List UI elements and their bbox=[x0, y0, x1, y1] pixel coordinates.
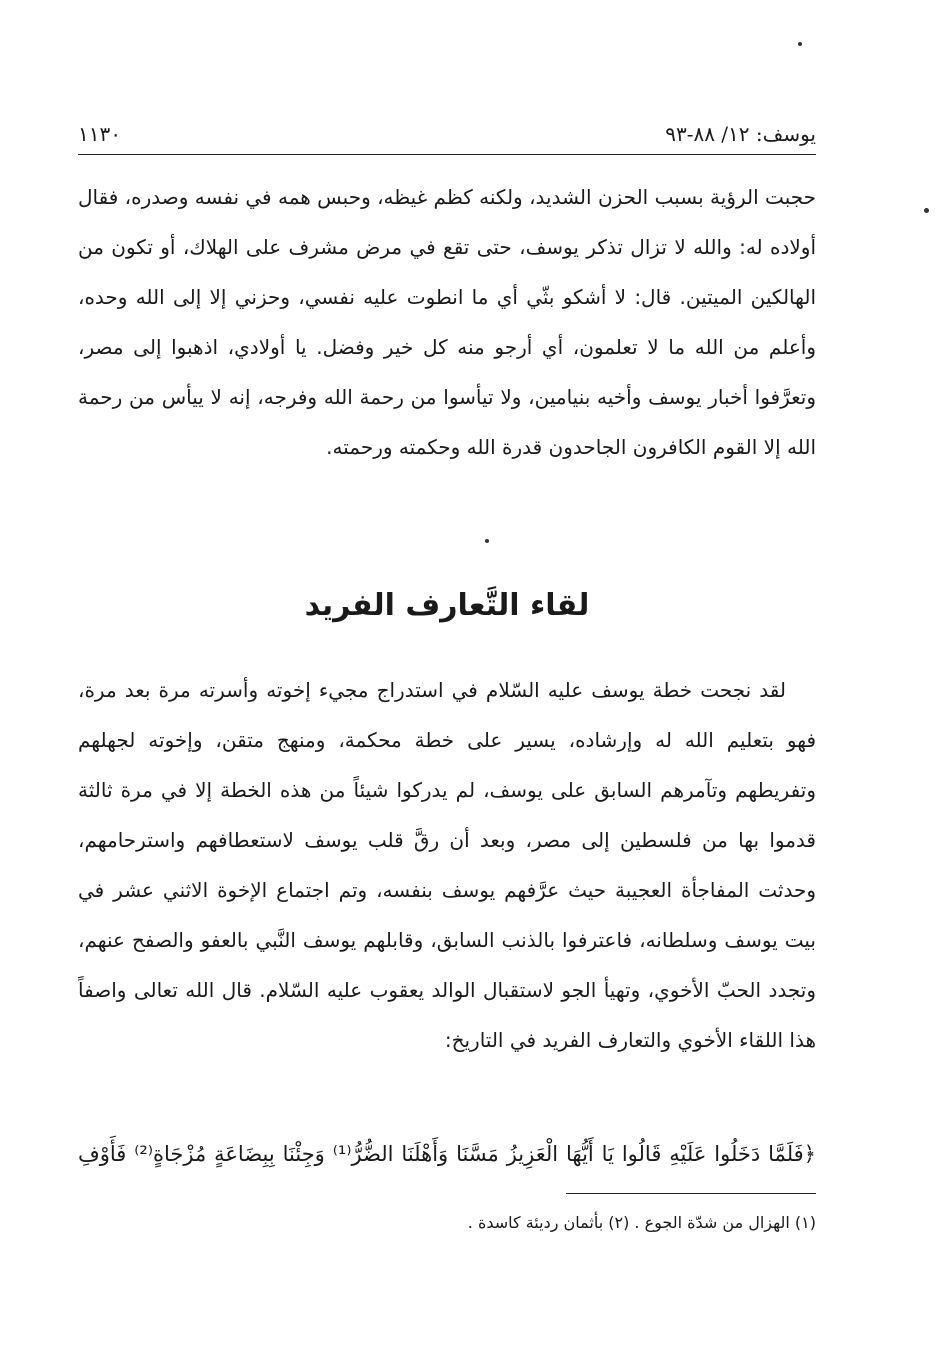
scan-speck bbox=[924, 208, 929, 213]
body-paragraph-2: لقد نجحت خطة يوسف عليه السّلام في استدراج مجيء إخوته وأسرته مرة بعد مرة، فهو بتعليم الله له وإرشاده، يسير على خطة محكمة، ومنهج متقن، وإخوته لجهلهم وتفريطهم وتآمرهم السابق على يوسف، لم يدركوا شيئاً من هذه الخطة إلا في مرة ثالثة قدموا بها من فلسطين إلى مصر، وبعد أن رقَّ قلب يوسف لاستعطافهم واسترحامهم، وحدثت المفاجأة العجيبة حيث عرَّفهم يوسف بنفسه، وتم اجتماع الإخوة الاثني عشر في بيت يوسف وسلطانه، فاعترفوا بالذنب السابق، وقابلهم يوسف النَّبي بالعفو والصفح عنهم، وتجدد الحبّ الأخوي، وتهيأ الجو لاستقبال الوالد يعقوب عليه السّلام. قال الله تعالى واصفاً هذا اللقاء الأخوي والتعارف الفريد في التاريخ: bbox=[78, 678, 816, 1052]
footnotes: (١) الهزال من شدّة الجوع . (٢) بأثمان رديئة كاسدة . bbox=[467, 1213, 816, 1232]
scan-speck bbox=[798, 42, 802, 46]
quran-verse-line: ﴿فَلَمَّا دَخَلُوا عَلَيْهِ قَالُوا يَا أَيُّهَا الْعَزِيزُ مَسَّنَا وَأَهْلَنَا الضُّرُّ⁽¹⁾ وَجِئْنَا بِبِضَاعَةٍ مُزْجَاةٍ⁽²⁾ فَأَوْفِ bbox=[78, 1142, 816, 1166]
chapter-verse-reference: يوسف: ١٢/ ٨٨-٩٣ bbox=[665, 122, 816, 146]
page-number: ١١٣٠ bbox=[78, 122, 121, 146]
footnote-rule bbox=[566, 1193, 816, 1194]
section-title: لقاء التَّعارف الفريد bbox=[304, 588, 590, 623]
running-header bbox=[78, 116, 816, 154]
section-dot bbox=[485, 539, 489, 543]
body-paragraph-1: حجبت الرؤية بسبب الحزن الشديد، ولكنه كظم غيظه، وحبس همه في نفسه وصدره، فقال أولاده له: والله لا تزال تذكر يوسف، حتى تقع في مرض مشرف على الهلاك، أو تكون من الهالكين الميتين. قال: لا أشكو بثّي أي ما انطوت عليه نفسي، وحزني إلا إلى الله وحده، وأعلم من الله ما لا تعلمون، أي أرجو منه كل خير وفضل. يا أولادي، اذهبوا إلى مصر، وتعرَّفوا أخبار يوسف وأخيه بنيامين، ولا تيأسوا من رحمة الله وفرجه، إنه لا ييأس من رحمة الله إلا القوم الكافرون الجاحدون قدرة الله وحكمته ورحمته. bbox=[78, 185, 816, 459]
header-rule bbox=[78, 154, 816, 155]
